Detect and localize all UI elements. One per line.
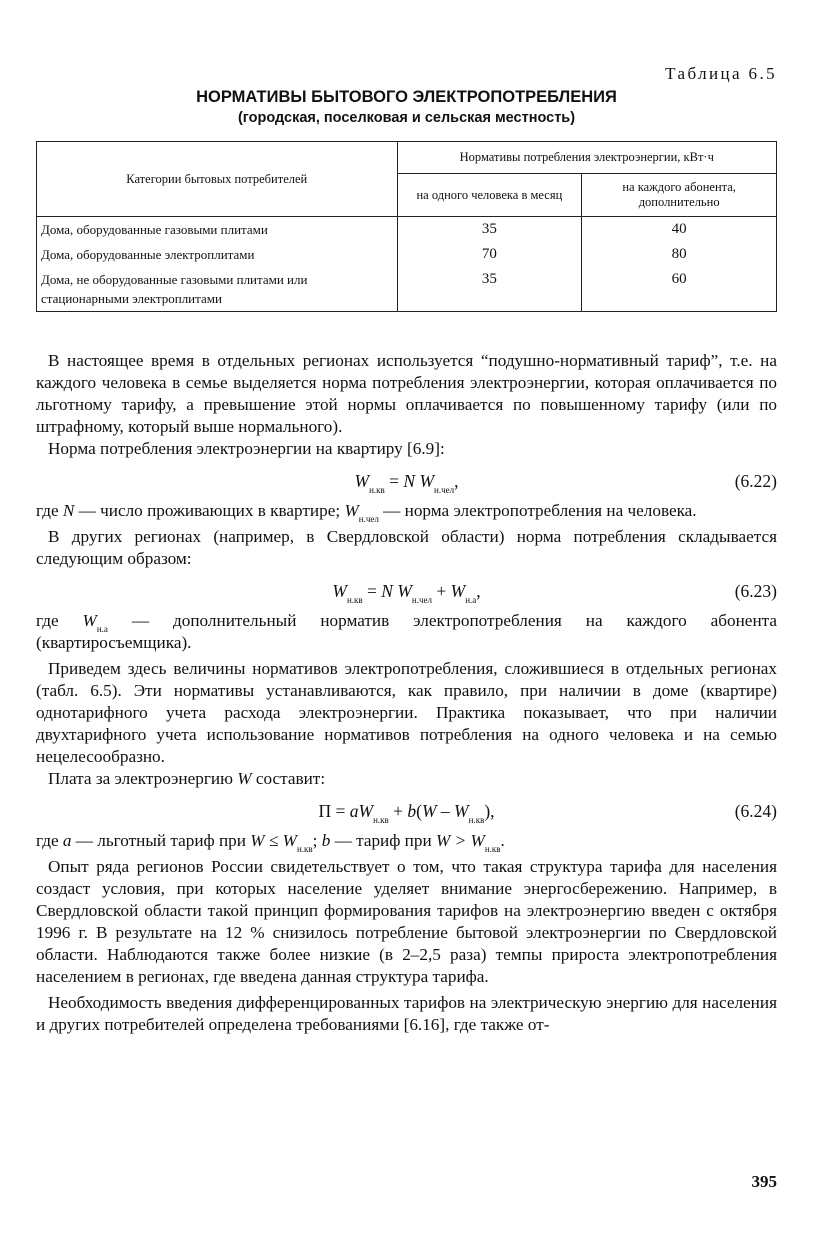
paragraph: где а — льготный тариф при $W \le W_{н.кв}$; b — тариф при $W > W_{н.кв}$.	[36, 831, 505, 854]
paragraph: Необходимость введения дифференцированных тарифов на электрическую энергию для населения и других потребителей определена требованиями [6.16], где также от-	[36, 993, 777, 1034]
paragraph: Опыт ряда регионов России свидетельствует о том, что такая структура тарифа для населения создаст условия, при которых население уделяет внимание энергосбережению. Например, в Свердловской области такой принцип формирования тарифов на электроэнергию введен с октября 1996 г. В результате на 12 % снизилось потребление бытовой электроэнергии по Свердловской области. Наблюдаются также более низкие (в 2–2,5 раза) темпы прироста электропотребления населением в регионах, где введена данная структура тарифа.	[36, 857, 777, 986]
paragraph: Приведем здесь величины нормативов электропотребления, сложившиеся в отдельных регионах (табл. 6.5). Эти нормативы устанавливаются, как правило, при наличии в доме (квартире) однотарифного учета расхода электроэнергии. Практика показывает, что при наличии двухтарифного учета использование нормативов потребления на одного человека и на семью нецелесообразно.	[36, 659, 777, 766]
formula-expression: $W_{н.кв} = N$ $W_{н.чел}$,	[354, 471, 459, 495]
formula-6-24	[36, 796, 777, 826]
body-text	[36, 350, 777, 1036]
formula-number: (6.23)	[734, 581, 777, 601]
row-per-subscriber: 60	[582, 267, 777, 312]
header-per-person: на одного человека в месяц	[397, 174, 582, 217]
paragraph: где $W_{н.а}$ — дополнительный норматив электропотребления на каждого абонента (квартиросъемщика).	[36, 611, 777, 652]
row-per-person: 35	[397, 217, 582, 243]
formula-6-22	[36, 466, 777, 496]
page-number: 395	[751, 1172, 777, 1191]
row-per-person: 35	[397, 267, 582, 312]
table-row	[37, 217, 777, 243]
paragraph: В других регионах (например, в Свердловской области) норма потребления складывается следующим образом:	[36, 527, 777, 568]
row-category: Дома, не оборудованные газовыми плитами или стационарными электроплитами	[37, 267, 398, 312]
row-category: Дома, оборудованные электроплитами	[37, 242, 398, 267]
header-per-subscriber: на каждого абонента, дополнительно	[582, 174, 777, 217]
row-per-subscriber: 40	[582, 217, 777, 243]
paragraph: В настоящее время в отдельных регионах используется “подушно-нормативный тариф”, т.е. на каждого человека в семье выделяется норма потребления электроэнергии, которая оплачивается по льготному тарифу, а превышение этой нормы оплачивается по повышенному тарифу (или по штрафному, который выше нормального).	[36, 351, 777, 436]
paragraph: Плата за электроэнергию W составит:	[48, 769, 326, 788]
formula-6-23	[36, 576, 777, 606]
header-norms-group: Нормативы потребления электроэнергии, кВт·ч	[397, 142, 777, 174]
row-per-subscriber: 80	[582, 242, 777, 267]
formula-number: (6.22)	[734, 471, 777, 491]
table-row	[37, 267, 777, 312]
formula-expression: $W_{н.кв} = N$ $W_{н.чел} + W_{н.а}$,	[332, 581, 481, 605]
book-page	[36, 0, 777, 1242]
table-subtitle: (городская, поселковая и сельская местность)	[237, 110, 576, 126]
formula-number: (6.24)	[734, 801, 777, 821]
norms-table	[36, 141, 777, 312]
formula-expression: $П = aW_{н.кв} + b(W - W_{н.кв})$,	[318, 801, 495, 825]
table-title: НОРМАТИВЫ БЫТОВОГО ЭЛЕКТРОПОТРЕБЛЕНИЯ	[196, 88, 617, 106]
table-number: Таблица 6.5	[665, 64, 777, 83]
paragraph: где N — число проживающих в квартире; $W_{н.чел}$ — норма электропотребления на человека.	[36, 501, 697, 524]
paragraph: Норма потребления электроэнергии на квартиру [6.9]:	[48, 439, 445, 458]
header-category: Категории бытовых потребителей	[37, 142, 398, 217]
table-row	[37, 242, 777, 267]
row-per-person: 70	[397, 242, 582, 267]
row-category: Дома, оборудованные газовыми плитами	[37, 217, 398, 243]
